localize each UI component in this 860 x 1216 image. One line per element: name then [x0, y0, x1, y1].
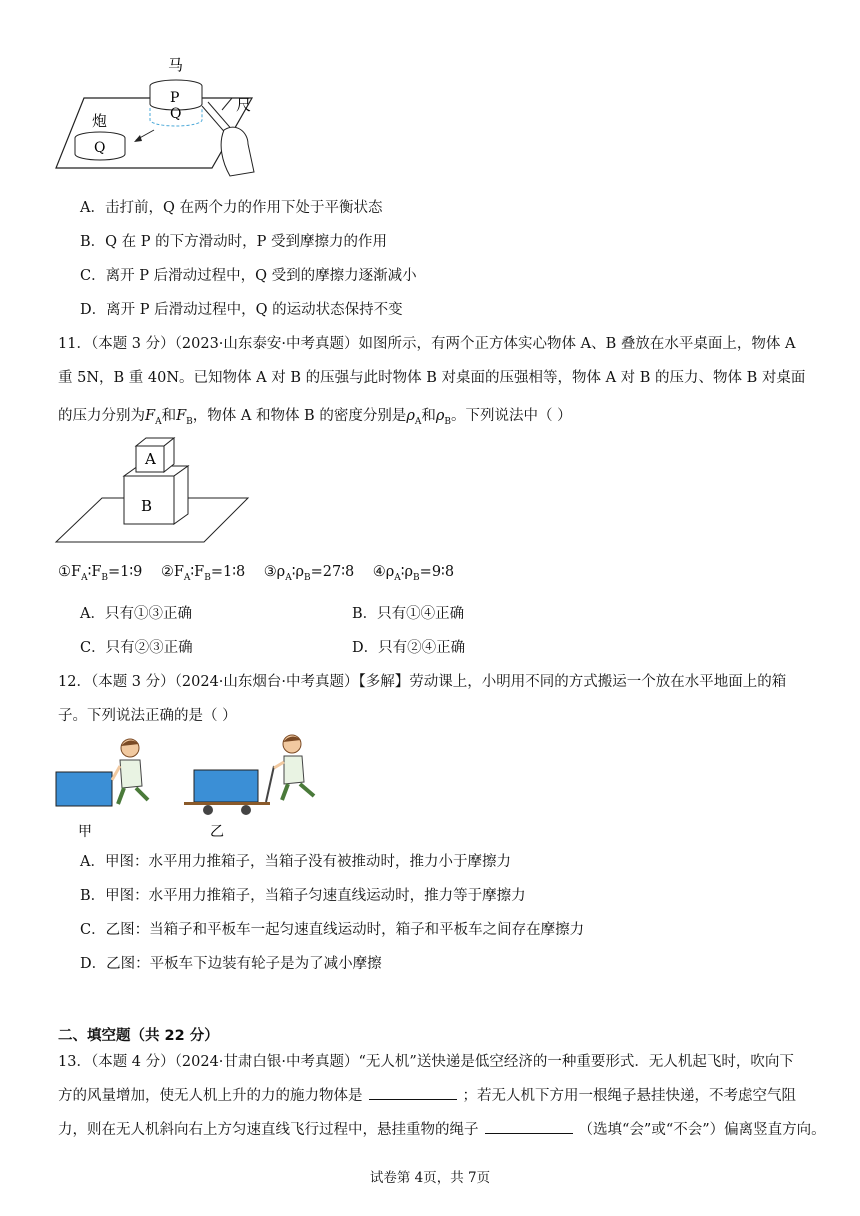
- q13-stem-line2: 方的风量增加，使无人机上升的力的施力物体是 ；若无人机下方用一根绳子悬挂快递，不考虑空气阻: [58, 1088, 796, 1104]
- fig-label-q-bottom: Q: [94, 140, 106, 156]
- fig-label-pao: 炮: [92, 112, 108, 130]
- fig-label-q-top: Q: [170, 106, 182, 122]
- q11-option-b: B．只有①④正确: [352, 606, 465, 622]
- q11-option-d: D．只有②④正确: [352, 640, 466, 656]
- q11-option-a: A．只有①③正确: [80, 606, 192, 622]
- cube-label-b: B: [141, 497, 153, 515]
- page-footer: 试卷第 4页，共 7页: [369, 1170, 491, 1186]
- statement-2: $②F_A∶F_B=1∶8$: [160, 564, 246, 583]
- fig-label-ma: 马: [168, 56, 184, 74]
- statement-1: $①F_A∶F_B=1∶9$: [58, 564, 143, 583]
- q13-stem-line1: 13．（本题 4 分）（2024·甘肃白银·中考真题）“无人机”送快递是低空经济的一种重要形式．无人机起飞时，吹向下: [58, 1054, 794, 1070]
- q12-option-d: D．乙图：平板车下边装有轮子是为了减小摩擦: [80, 956, 382, 972]
- fig-label-yi: 乙: [210, 824, 224, 840]
- answer-blank-2[interactable]: [485, 1121, 573, 1134]
- cubes-figure: [52, 432, 252, 548]
- q11-stem-line2: 重 5N，B 重 40N。已知物体 A 对 B 的压强与此时物体 B 对桌面的压强相等，物体 A 对 B 的压力、物体 B 对桌面: [58, 370, 806, 386]
- q12-option-c: C．乙图：当箱子和平板车一起匀速直线运动时，箱子和平板车之间存在摩擦力: [80, 922, 585, 938]
- answer-blank-1[interactable]: [369, 1087, 457, 1100]
- chess-figure: [52, 52, 262, 180]
- q12-stem-line1: 12．（本题 3 分）（2024·山东烟台·中考真题）【多解】劳动课上，小明用不同的方式搬运一个放在水平地面上的箱: [58, 674, 787, 690]
- q11-option-c: C．只有②③正确: [80, 640, 193, 656]
- q10-option-b: B．Q 在 P 的下方滑动时，P 受到摩擦力的作用: [80, 234, 387, 250]
- q11-stem-line3: 的压力分别为$F_A$和$F_B$，物体 A 和物体 B 的密度分别是$\rho_A$和$\rho_B$。下列说法中（ ）: [58, 408, 572, 427]
- q10-option-c: C．离开 P 后滑动过程中，Q 受到的摩擦力逐渐减小: [80, 268, 417, 284]
- q12-option-b: B．甲图：水平用力推箱子，当箱子匀速直线运动时，推力等于摩擦力: [80, 888, 526, 904]
- section-title: 二、填空题（共 22 分）: [58, 1028, 219, 1044]
- q10-option-a: A．击打前，Q 在两个力的作用下处于平衡状态: [80, 200, 383, 216]
- statement-4: $④\rho_A∶\rho_B=9∶8$: [372, 564, 455, 583]
- fig-label-p: P: [170, 90, 180, 106]
- q10-option-d: D．离开 P 后滑动过程中，Q 的运动状态保持不变: [80, 302, 403, 318]
- cube-label-a: A: [145, 450, 156, 468]
- fig-label-chi: 尺: [236, 96, 252, 114]
- q12-stem-line2: 子。下列说法正确的是（ ）: [58, 708, 237, 724]
- q13-stem-line3: 力，则在无人机斜向右上方匀速直线飞行过程中，悬挂重物的绳子 （选填“会”或“不会”）偏离竖直方向。: [58, 1122, 826, 1138]
- q11-statements: [58, 564, 454, 583]
- q12-option-a: A．甲图：水平用力推箱子，当箱子没有被推动时，推力小于摩擦力: [80, 854, 511, 870]
- statement-3: $③\rho_A∶\rho_B=27∶8$: [263, 564, 355, 583]
- boxes-figure: [52, 732, 332, 842]
- q11-stem-line1: 11．（本题 3 分）（2023·山东泰安·中考真题）如图所示，有两个正方体实心物体 A、B 叠放在水平桌面上，物体 A: [58, 336, 796, 352]
- fig-label-jia: 甲: [78, 824, 92, 840]
